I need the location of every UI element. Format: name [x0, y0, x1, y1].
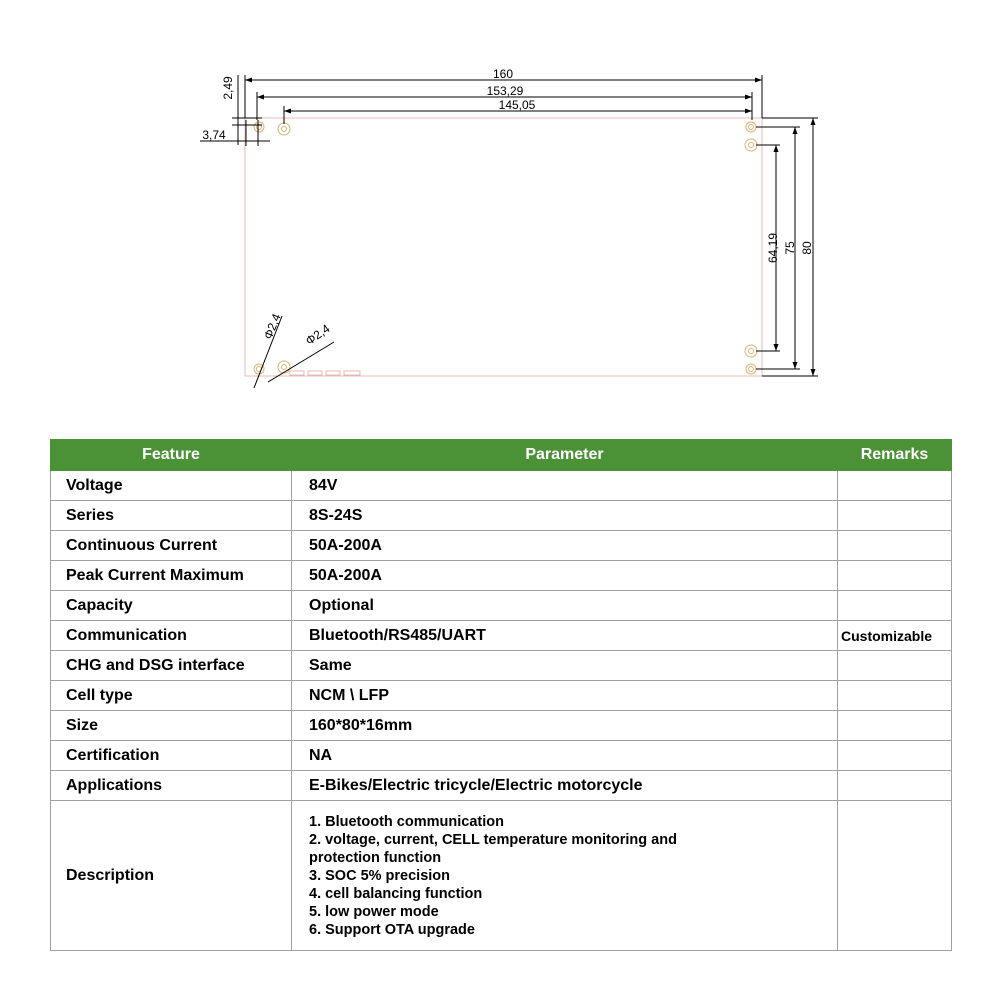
table-row — [51, 621, 952, 651]
feature-cell: Series — [51, 501, 292, 531]
feature-cell: Certification — [51, 741, 292, 771]
feature-cell: Capacity — [51, 591, 292, 621]
remarks-cell — [838, 771, 952, 801]
remarks-cell: Customizable — [838, 621, 952, 651]
description-line: 5. low power mode — [309, 903, 439, 920]
feature-cell: Communication — [51, 621, 292, 651]
parameter-cell: 84V — [292, 471, 838, 501]
remarks-cell — [838, 681, 952, 711]
table-row — [51, 471, 952, 501]
parameter-cell: 160*80*16mm — [292, 711, 838, 741]
feature-cell: CHG and DSG interface — [51, 651, 292, 681]
remarks-cell — [838, 741, 952, 771]
remarks-cell — [838, 531, 952, 561]
dim-width-total: 160 — [492, 67, 514, 81]
description-line: 1. Bluetooth communication — [309, 813, 504, 830]
table-row — [51, 651, 952, 681]
table-row — [51, 531, 952, 561]
table-row — [51, 591, 952, 621]
feature-cell: Voltage — [51, 471, 292, 501]
table-row — [51, 681, 952, 711]
dim-height-total: 80 — [800, 241, 814, 255]
dim-width-inner: 145,05 — [498, 98, 536, 112]
description-line: 6. Support OTA upgrade — [309, 921, 475, 938]
remarks-cell — [838, 711, 952, 741]
table-row — [51, 741, 952, 771]
description-line: 3. SOC 5% precision — [309, 867, 451, 884]
remarks-cell — [838, 801, 952, 951]
parameter-cell: Same — [292, 651, 838, 681]
dim-offset-top: 2,49 — [221, 76, 235, 100]
parameter-cell: 8S-24S — [292, 501, 838, 531]
table-row — [51, 771, 952, 801]
description-line: protection function — [309, 849, 442, 866]
feature-cell: Cell type — [51, 681, 292, 711]
header-feature: Feature — [51, 440, 292, 471]
feature-cell: Peak Current Maximum — [51, 561, 292, 591]
description-cell — [292, 801, 838, 951]
parameter-cell: Bluetooth/RS485/UART — [292, 621, 838, 651]
dim-hole-2: Φ2,4 — [302, 321, 333, 348]
dim-hole-1: Φ2,4 — [260, 311, 284, 342]
mounting-holes — [254, 122, 757, 374]
description-row — [51, 801, 952, 951]
feature-cell: Description — [51, 801, 292, 951]
description-line: 4. cell balancing function — [309, 885, 483, 902]
dim-width-mid: 153,29 — [486, 84, 524, 98]
dim-height-mid: 75 — [783, 241, 797, 255]
bottom-pads — [290, 371, 360, 375]
parameter-cell: Optional — [292, 591, 838, 621]
remarks-cell — [838, 501, 952, 531]
parameter-cell: 50A-200A — [292, 531, 838, 561]
dim-offset-left: 3,74 — [202, 128, 226, 142]
table-row — [51, 711, 952, 741]
header-remarks: Remarks — [838, 440, 952, 471]
remarks-cell — [838, 651, 952, 681]
table-row — [51, 561, 952, 591]
board-dimension-drawing — [0, 0, 1000, 420]
description-line: 2. voltage, current, CELL temperature monitoring and — [309, 831, 677, 848]
feature-cell: Applications — [51, 771, 292, 801]
dimension-lines — [200, 75, 818, 388]
parameter-cell: E-Bikes/Electric tricycle/Electric motorcycle — [292, 771, 838, 801]
parameter-cell: NCM \ LFP — [292, 681, 838, 711]
parameter-cell: 50A-200A — [292, 561, 838, 591]
parameter-cell: NA — [292, 741, 838, 771]
spec-table — [50, 439, 952, 951]
feature-cell: Size — [51, 711, 292, 741]
feature-cell: Continuous Current — [51, 531, 292, 561]
remarks-cell — [838, 561, 952, 591]
remarks-cell — [838, 471, 952, 501]
table-header-row — [51, 440, 952, 471]
dim-height-inner: 64,19 — [766, 232, 780, 264]
header-parameter: Parameter — [292, 440, 838, 471]
table-row — [51, 501, 952, 531]
remarks-cell — [838, 591, 952, 621]
